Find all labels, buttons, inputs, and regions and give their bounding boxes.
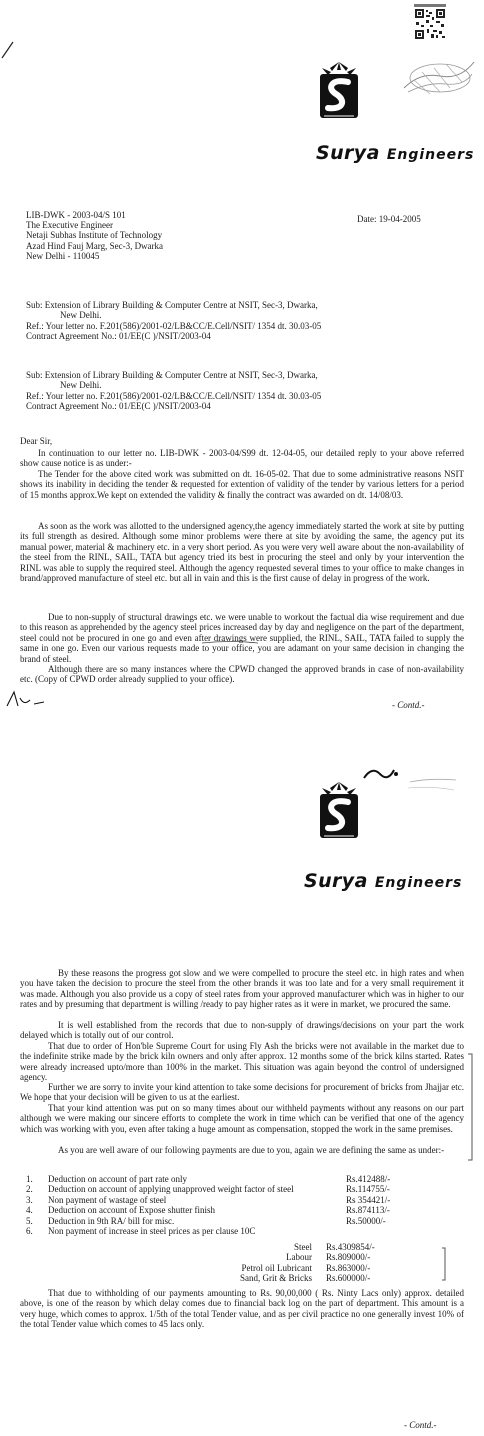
address-line: New Delhi - 110045 [26,251,100,262]
subject-line-2: New Delhi. [60,310,102,321]
summary-label: Steel [294,1242,312,1252]
address-line: The Executive Engineer [26,220,113,230]
table-row [26,1174,446,1184]
letter-date: Date: 19-04-2005 [357,214,421,224]
paragraph [20,448,464,469]
table-row [212,1263,412,1273]
recipient-address [26,220,163,262]
paragraph [20,521,464,583]
subject-block-2 [26,370,446,412]
paragraph [20,612,464,664]
paragraph-text: Further we are sorry to invite your kind attention to take some decisions for procurement of bricks from Jhajjar etc. We hope that your decision will be given to us at the earliest. [20,1082,464,1103]
continued-label: - Contd.- [392,700,425,710]
paragraph-text: In continuation to our letter no. LIB-DWK - 2003-04/S99 dt. 12-04-05, our detailed reply to your above referred show cause notice is as under:- [20,448,464,469]
continued-label: - Contd.- [404,1420,437,1430]
paragraph [20,1020,464,1041]
surya-logo-icon [314,62,364,120]
table-row [26,1205,446,1215]
stamp-icon [400,42,478,102]
table-row [26,1195,446,1205]
paragraph [20,1288,464,1330]
ref-number: LIB-DWK - 2003-04/S 101 [26,210,126,220]
paragraph-text: Due to non-supply of structural drawings etc. we were unable to workout the factual dia wise requirement and due to this reason as apprehended by the agency steel prices increased day by day and negligence on the part of the department, steel could not be procured in one go and even after drawings were supplied, the RINL, SAIL, TATA failed to supply the same in one go. Even our various requests made to your office, you are adamant on your same decision in changing the brand of steel. [20,612,464,664]
paragraph [20,1145,464,1155]
brand-name-main: Surya [304,870,368,892]
row-number: 4. [26,1205,33,1216]
subject-line: Sub: Extension of Library Building & Computer Centre at NSIT, Sec-3, Dwarka, [26,300,318,310]
row-number: 5. [26,1215,33,1226]
subject-line-2: New Delhi. [60,380,102,391]
brand-name-tail: Engineers [374,875,463,891]
paragraph-text: That due to order of Hon'ble Supreme Court for using Fly Ash the bricks were not available in the market due to the indefinite strike made by the brick kiln owners and only after approx. 12 months some of the brick kilns started. Rates were already increased upto/more than 100% in the market. This situation was again beyond the control of undersigned agency. [20,1041,464,1083]
contract-line: Contract Agreement No.: 01/EE(C )/NSIT/2003-04 [26,401,211,412]
qr-code-icon [414,4,446,40]
row-description: Non payment of wastage of steel [48,1194,167,1205]
payments-table [26,1174,446,1236]
reference-line: Ref.: Your letter no. F.201(586)/2001-02/LB&CC/E.Cell/NSIT/ 1354 dt. 30.03-05 [26,320,322,331]
address-line: Netaji Subhas Institute of Technology [26,230,163,241]
brand-name-tail: Engineers [386,147,475,163]
stamp-icon [360,760,460,800]
paragraph-text: By these reasons the progress got slow and we were compelled to procure the steel etc. in high rates and when you have taken the decision to procure the steel from the other brands it was too late and for a very small requirement it was made. Although you also provide us a copy of steel rates from your approved manufacturer which was in higher to our rates and by presuming that department is willing /ready to pay higher rates as it were in market, we procured the same. [20,968,464,1010]
row-amount: Rs.874113/- [346,1205,390,1216]
letter-page-2 [0,718,484,1436]
row-amount: Rs 354421/- [346,1194,391,1205]
salutation: Dear Sir, [20,436,53,446]
table-row [26,1184,446,1194]
brand-wordmark [304,870,462,892]
paragraph-text: That your kind attention was put on so many times about our withheld payments without any reasons on our part although we were making our sincere efforts to complete the work in time which can be verified that one of the agency which was working with you, even after taking a huge amount as compensation, stopped the work in the same premises. [20,1103,464,1134]
contract-line: Contract Agreement No.: 01/EE(C )/NSIT/2003-04 [26,331,211,342]
paragraph [20,1041,464,1083]
margin-bracket-mark [440,1246,448,1282]
table-row [212,1273,412,1283]
table-row [212,1252,412,1262]
paragraph [20,1103,464,1134]
summary-label: Petrol oil Lubricant [241,1262,312,1273]
row-description: Deduction in 9th RA/ bill for misc. [48,1215,175,1226]
paragraph [20,469,464,500]
row-description: Deduction on account of applying unapproved weight factor of steel [48,1184,294,1195]
brand-wordmark [316,142,474,164]
summary-label: Labour [286,1252,312,1263]
paragraph [20,1082,464,1103]
paragraph [20,664,464,685]
summary-value: Rs.863000/- [326,1262,371,1273]
reference-line: Ref.: Your letter no. F.201(586)/2001-02/LB&CC/E.Cell/NSIT/ 1354 dt. 30.03-05 [26,390,322,401]
paragraph-text: As you are well aware of our following payments are due to you, again we are defining the same as under:- [58,1145,445,1155]
signature-initials [4,688,54,710]
paragraph-text: The Tender for the above cited work was submitted on dt. 16-05-02. That due to some administrative reasons NSIT shows its inability in deciding the tender & requested for extention of validity of the tender by various letters for a period of 15 months approx.We kept on extended the validity & finally the contract was awarded on dt. 14/08/03. [20,469,464,500]
row-amount: Rs.412488/- [346,1174,391,1184]
table-row [26,1216,446,1226]
subject-line: Sub: Extension of Library Building & Computer Centre at NSIT, Sec-3, Dwarka, [26,370,318,380]
row-amount: Rs.114755/- [346,1184,390,1195]
paragraph-text: Although there are so many instances where the CPWD changed the approved brands in case of non-availability etc. (Copy of CPWD order already supplied to your office). [20,664,464,685]
row-number: 1. [26,1174,33,1184]
summary-value: Rs.600000/- [326,1273,371,1284]
margin-bracket-mark [466,1052,476,1162]
row-description: Non payment of increase in steel prices as per clause 10C [48,1225,256,1236]
paragraph-text: As soon as the work was allotted to the undersigned agency,the agency immediately started the work at site by putting its full strength as desired. Although some minor problems were there at site by avoiding the same, the agency put its manual power, material & machinery etc. in a very short period. As you were very well aware about the non-availability of the steel from the RINL, SAIL, TATA but agency tried its best in procuring the steel and only by your intervention the RINL was able to supply the required steel. Although the agency requested several times to your office to make changes in brand/approved manufacture of steel etc. but all in vain and this is the first cause of delay in progress of the work. [20,521,464,584]
table-row [26,1226,446,1236]
margin-tick-mark [0,40,16,60]
brand-name-main: Surya [316,142,380,164]
row-number: 2. [26,1184,33,1195]
row-description: Deduction on account of part rate only [48,1174,187,1184]
surya-logo-icon [314,782,364,840]
address-line: Azad Hind Fauj Marg, Sec-3, Dwarka [26,240,164,251]
summary-value: Rs.4309854/- [326,1242,375,1252]
row-amount: Rs.50000/- [346,1215,386,1226]
row-description: Deduction on account of Expose shutter finish [48,1205,215,1216]
row-number: 6. [26,1225,33,1236]
price-increase-summary [212,1242,412,1284]
table-row [212,1242,412,1252]
paragraph-text: It is well established from the records that due to non-supply of drawings/decisions on your part the work delayed which is totally out of our control. [20,1020,464,1041]
paragraph-text: That due to withholding of our payments amounting to Rs. 90,00,000 ( Rs. Ninty Lacs only) approx. detailed above, is one of the reason by which delay comes due to financial back log on the part of department. This amount is a very huge, which comes to approx. 1/5th of the total Tender value, and as per civil practice no one generally invest 10% of the total Tender value which comes to 45 lacs only. [20,1288,464,1330]
summary-label: Sand, Grit & Bricks [240,1273,312,1284]
summary-value: Rs.809000/- [326,1252,371,1263]
paragraph [20,968,464,1010]
row-number: 3. [26,1194,33,1205]
subject-block-1 [26,300,446,342]
